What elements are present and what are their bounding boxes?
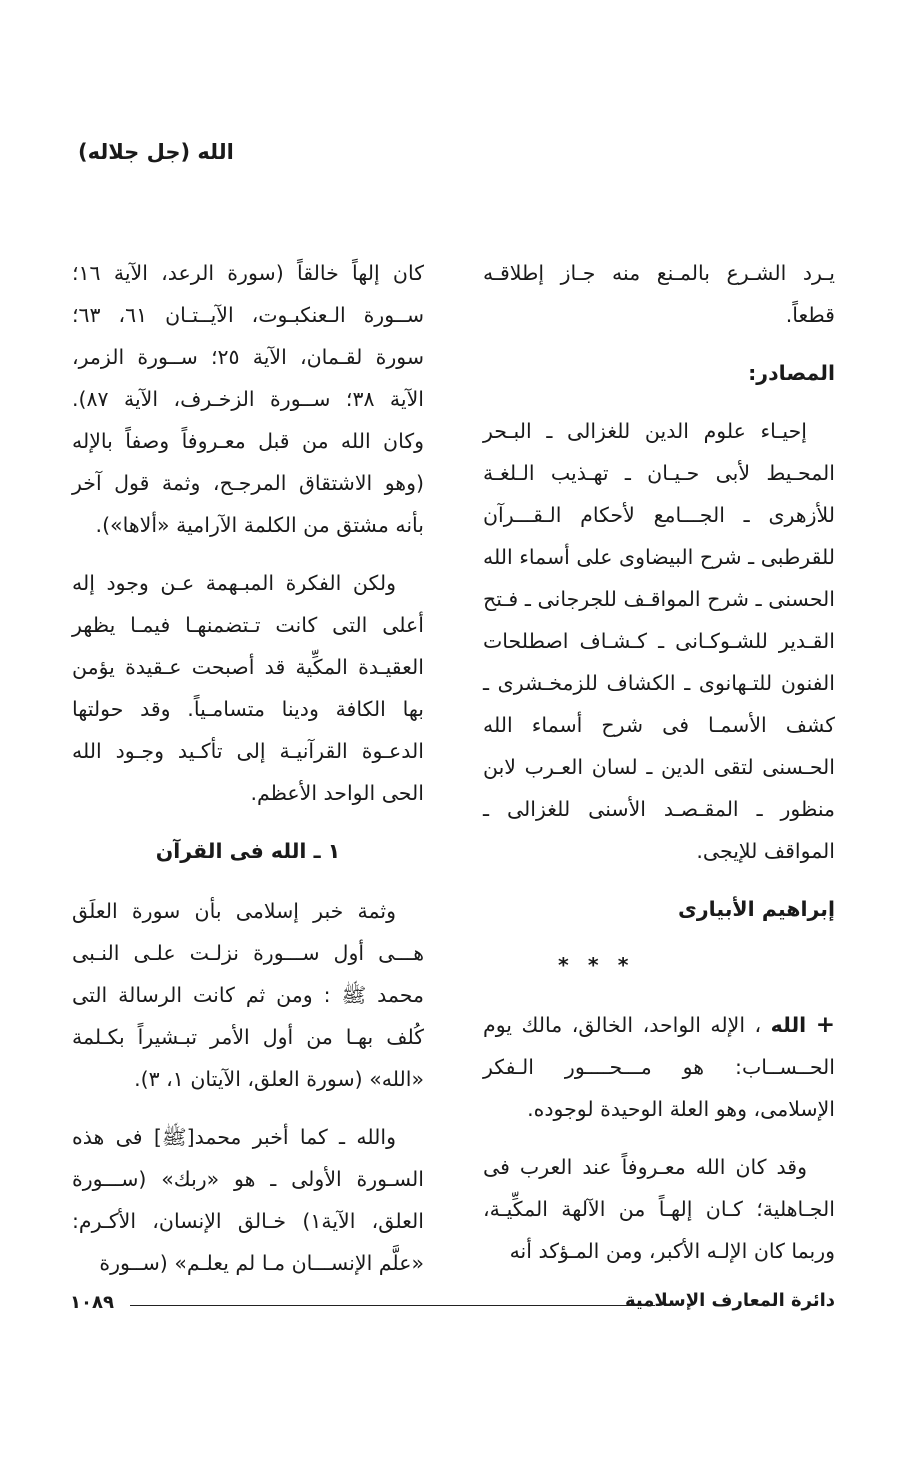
left-paragraph-4: والله ـ كما أخبر محمد[ﷺ] فى هذه السـورة الأولى ـ هو «ربك» (ســـورة العلق، الآية١) خـالق الإنسان، الأكـرم: «علَّم الإنســـان مـا لم يعلـم» (ســورة — [72, 1125, 424, 1275]
right-paragraph-1: يـرد الشـرع بالمـنع منه جـاز إطلاقـه قطعاً. — [483, 261, 835, 327]
left-paragraph-1: كان إلهاً خالقاً (سورة الرعد، الآية ١٦؛ ســورة الـعنكبـوت، الآيــتـان ٦١، ٦٣؛ سورة لقـمان، الآية ٢٥؛ ســورة الزمر، الآية ٣٨؛ ســورة الزخـرف، الآية ٨٧). وكان الله من قبل معـروفاً وصفاً بالإله (وهو الاشتقاق المرجـح، وثمة قول آخر بأنه مشتق من الكلمة الآرامية «ألاها»). — [72, 261, 424, 537]
running-head: الله (جل جلاله) — [78, 140, 234, 164]
author-name: إبراهيم الأبيارى — [678, 897, 835, 921]
entry-headword: الله — [770, 1013, 807, 1037]
right-column — [483, 252, 835, 1288]
entry-marker: + — [815, 1012, 835, 1038]
sources-heading: المصادر: — [748, 361, 835, 385]
entry-definition: ، الإله الواحد، الخالق، مالك يوم الحــســاب: هو مـــحــــور الـفكر الإسلامى، وهو العلة الوحيدة لوجوده. — [483, 1013, 835, 1121]
page-footer — [70, 1290, 835, 1320]
sources-list: إحيـاء علوم الدين للغزالى ـ البـحر المحـيط لأبى حـيـان ـ تهـذيب الـلغـة للأزهرى ـ الجـــامع لأحكام الـقـــرآن للقرطبى ـ شرح البيضاوى على أسماء الله الحسنى ـ شرح المواقـف للجرجانى ـ فـتح القـدير للشـوكـانى ـ كـشـاف اصطلحات الفنون للتـهانوى ـ الكشاف للزمخـشرى ـ كشف الأسمـا فى شرح أسماء الله الحـسنى لتقى الدين ـ لسان العـرب لابن منظور ـ المقـصـد الأسنى للغزالى ـ المواقف للإيجى. — [483, 419, 835, 863]
left-paragraph-3: وثمة خبر إسلامى بأن سورة العلَق هـــى أول ســـورة نزلـت علـى النـبى محمد ﷺ : ومن ثم كانت الرسالة التى كُلف بهـا من أول الأمر تبـشيراً بكـلمة «الله» (سورة العلق، الآيتان ١، ٣). — [72, 899, 424, 1091]
left-column — [72, 252, 424, 1300]
section-separator: * * * — [558, 953, 635, 977]
section-heading: ١ ـ الله فى القرآن — [155, 839, 341, 863]
publication-title: دائرة المعارف الإسلامية — [624, 1290, 835, 1311]
footer-rule — [130, 1305, 655, 1306]
right-paragraph-2: وقد كان الله معـروفاً عند العرب فى الجـاهلية؛ كـان إلهـاً من الآلهة المكِّيـة، وربما كان الإلـه الأكبر، ومن المـؤكد أنه — [483, 1155, 835, 1263]
left-paragraph-2: ولكن الفكرة المبـهمة عـن وجود إله أعلى التى كانت تـتضمنهـا فيمـا يظهر العقيـدة المكِّية قد أصبحت عـقيدة يؤمن بها الكافة ودينا متسامـياً. وقد حولتها الدعـوة القرآنيـة إلى تأكـيد وجـود الله الحى الواحد الأعظم. — [72, 571, 424, 805]
page-number: ١٠٨٩ — [70, 1292, 114, 1313]
entry-paragraph — [483, 1004, 835, 1130]
